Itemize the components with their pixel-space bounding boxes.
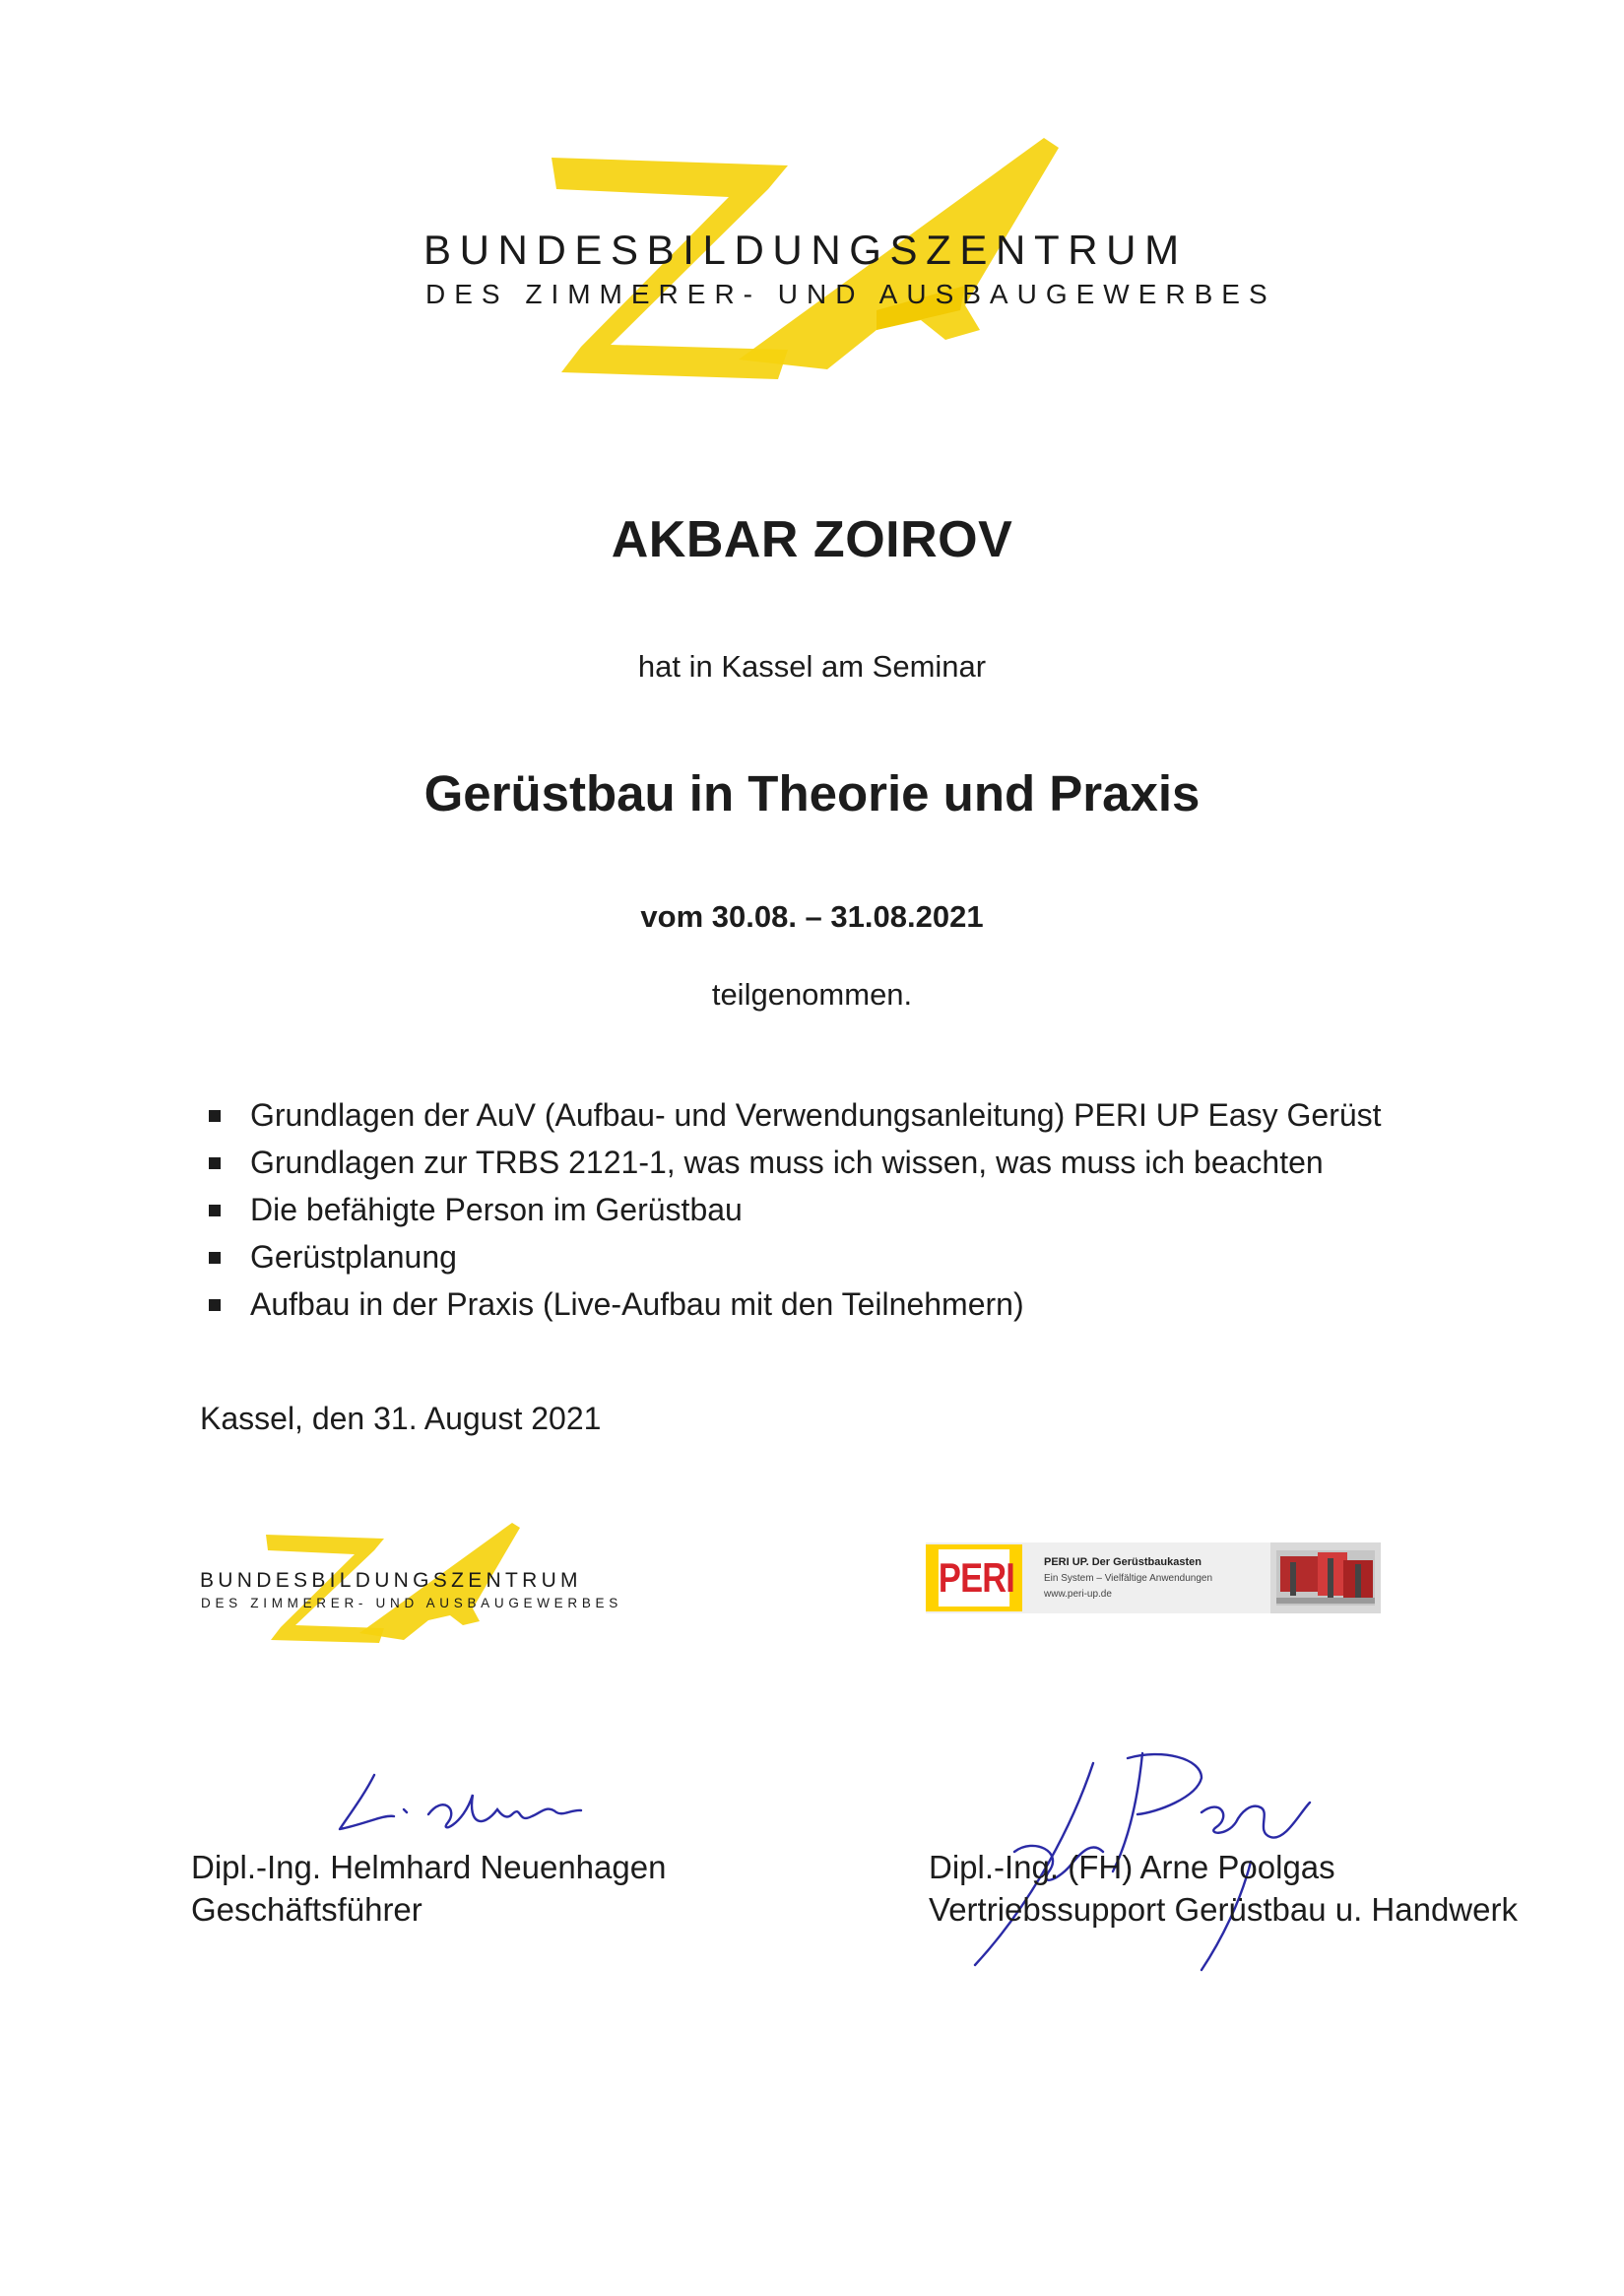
peri-brand: PERI: [939, 1549, 1009, 1607]
signatory-right: [929, 1846, 1518, 1931]
bullet-icon: [209, 1252, 221, 1264]
bullet-icon: [209, 1110, 221, 1122]
logo-subtitle: DES ZIMMERER- UND AUSBAUGEWERBES: [425, 279, 1276, 309]
peri-banner: [926, 1542, 1381, 1613]
peri-logo: [926, 1544, 1022, 1611]
footer-logo-title: BUNDESBILDUNGSZENTRUM: [200, 1569, 582, 1592]
date-range: vom 30.08. – 31.08.2021: [640, 899, 984, 934]
seminar-title: Gerüstbau in Theorie und Praxis: [423, 765, 1201, 821]
peri-subtitle: Ein System – Vielfältige Anwendungen: [1044, 1573, 1213, 1584]
place-date: Kassel, den 31. August 2021: [200, 1401, 602, 1436]
signatory-name: Dipl.-Ing. Helmhard Neuenhagen: [191, 1849, 667, 1885]
signatory-name: Dipl.-Ing. (FH) Arne Poolgas: [929, 1849, 1335, 1885]
list-item: Grundlagen zur TRBS 2121-1, was muss ich wissen, was muss ich beachten: [207, 1139, 1382, 1186]
participant-name: AKBAR ZOIROV: [611, 511, 1013, 568]
signatory-role: Geschäftsführer: [191, 1891, 422, 1928]
signatory-left: [191, 1846, 666, 1931]
bullet-icon: [209, 1205, 221, 1216]
footer-logo: [192, 1515, 645, 1663]
signatory-role: Vertriebssupport Gerüstbau u. Handwerk: [929, 1891, 1518, 1928]
header-logo: [414, 118, 1300, 404]
topics-list: [207, 1091, 1382, 1328]
list-item: Grundlagen der AuV (Aufbau- und Verwendungsanleitung) PERI UP Easy Gerüst: [207, 1091, 1382, 1139]
bullet-icon: [209, 1157, 221, 1169]
intro-text: hat in Kassel am Seminar: [637, 649, 987, 684]
signature-neuenhagen: [335, 1755, 591, 1854]
list-item: Gerüstplanung: [207, 1233, 1382, 1280]
scaffold-image-icon: [1270, 1542, 1381, 1613]
completion-text: teilgenommen.: [711, 977, 913, 1012]
peri-title: PERI UP. Der Gerüstbaukasten: [1044, 1556, 1202, 1568]
bullet-icon: [209, 1299, 221, 1311]
footer-logo-subtitle: DES ZIMMERER- UND AUSBAUGEWERBES: [201, 1596, 622, 1610]
logo-title: BUNDESBILDUNGSZENTRUM: [423, 227, 1188, 273]
peri-url: www.peri-up.de: [1044, 1589, 1112, 1600]
list-item: Die befähigte Person im Gerüstbau: [207, 1186, 1382, 1233]
list-item: Aufbau in der Praxis (Live-Aufbau mit den Teilnehmern): [207, 1280, 1382, 1328]
